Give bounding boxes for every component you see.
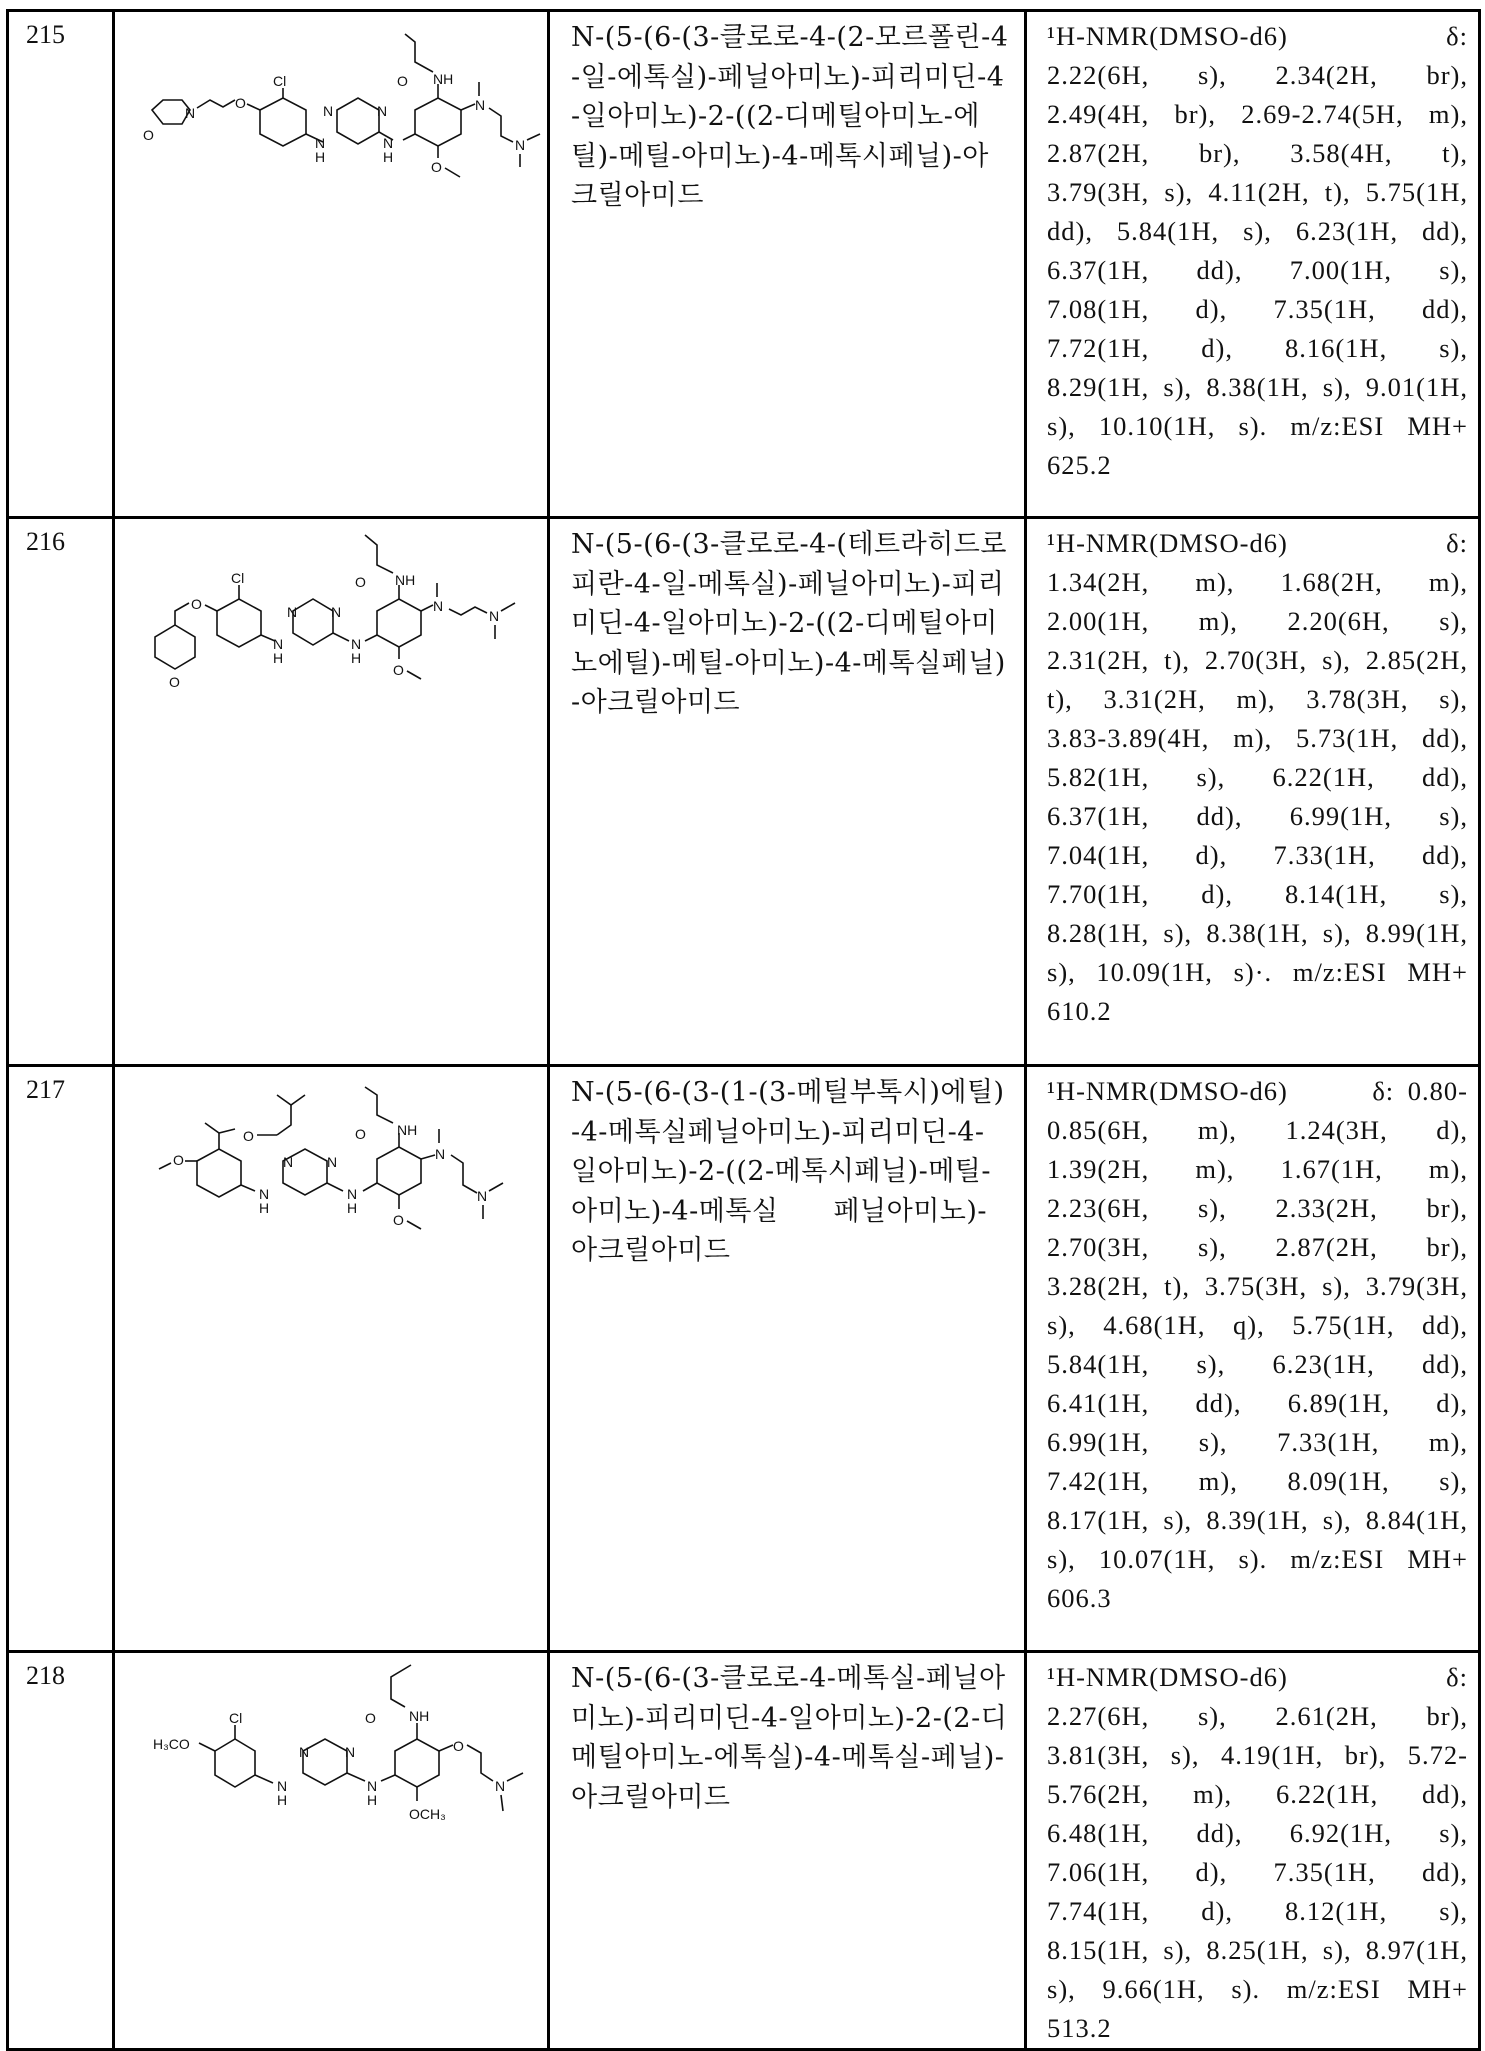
- structure-label: N: [283, 1154, 294, 1170]
- structure-label: O: [355, 1126, 366, 1142]
- structure-label: H: [315, 149, 326, 165]
- table-row: [8, 1066, 1480, 1652]
- structure-label: N: [345, 1744, 356, 1760]
- table-row: [8, 1652, 1480, 2050]
- structure-label: N: [367, 1778, 378, 1794]
- nmr-delta-label: δ: 0.80-: [1372, 1076, 1468, 1106]
- structure-label: N: [495, 1778, 506, 1794]
- compound-number: 218: [26, 1661, 65, 1690]
- structure-label: O: [143, 127, 154, 143]
- structure-label: N: [347, 1186, 358, 1202]
- nmr-method: ¹H-NMR(DMSO-d6): [1047, 21, 1288, 51]
- structure-label: O: [235, 95, 246, 111]
- structure-cell: [114, 1066, 549, 1652]
- structure-label: N: [259, 1186, 270, 1202]
- compound-name-cell: [549, 1652, 1026, 2050]
- structure-label: H: [367, 1792, 378, 1808]
- structure-label: N: [327, 1154, 338, 1170]
- structure-label: N: [299, 1744, 310, 1760]
- structure-label: NH: [409, 1708, 430, 1724]
- nmr-peaks: 2.27(6H, s), 2.61(2H, br), 3.81(3H, s), 4.19(1H, br), 5.72-5.76(2H, m), 6.22(1H, dd), 6.48(1H, dd), 6.92(1H, s), 7.06(1H, d), 7.35(1H, dd), 7.74(1H, d), 8.12(1H, s), 8.15(1H, s), 8.25(1H, s), 8.97(1H, s), 9.66(1H, s). m/z:ESI MH+ 513.2: [1047, 1701, 1468, 2043]
- structure-label: O: [243, 1128, 254, 1144]
- structure-label: O: [397, 73, 408, 89]
- table-row: [8, 518, 1480, 1066]
- structure-label: N: [433, 598, 444, 614]
- structure-label: H: [277, 1792, 288, 1808]
- nmr-data: [1027, 12, 1478, 485]
- structure-label: N: [515, 137, 526, 153]
- table-row: [8, 11, 1480, 518]
- structure-label: N: [323, 103, 334, 119]
- structure-label: O: [393, 1212, 404, 1228]
- nmr-delta-label: δ:: [1446, 21, 1468, 51]
- structure-label: NH: [395, 572, 416, 588]
- compound-number-cell: [8, 11, 114, 518]
- structure-label: O: [393, 662, 404, 678]
- structure-cell: [114, 518, 549, 1066]
- nmr-peaks: 1.34(2H, m), 1.68(2H, m), 2.00(1H, m), 2.20(6H, s), 2.31(2H, t), 2.70(3H, s), 2.85(2H, t), 3.31(2H, m), 3.78(3H, s), 3.83-3.89(4H, m), 5.73(1H, dd), 5.82(1H, s), 6.22(1H, dd), 6.37(1H, dd), 6.99(1H, s), 7.04(1H, d), 7.33(1H, dd), 7.70(1H, d), 8.14(1H, s), 8.28(1H, s), 8.38(1H, s), 8.99(1H, s), 10.09(1H, s)·. m/z:ESI MH+ 610.2: [1047, 567, 1468, 1026]
- nmr-peaks: 0.85(6H, m), 1.24(3H, d), 1.39(2H, m), 1.67(1H, m), 2.23(6H, s), 2.33(2H, br), 2.70(3H, s), 2.87(2H, br), 3.28(2H, t), 3.75(3H, s), 3.79(3H, s), 4.68(1H, q), 5.75(1H, dd), 5.84(1H, s), 6.23(1H, dd), 6.41(1H, dd), 6.89(1H, d), 6.99(1H, s), 7.33(1H, m), 7.42(1H, m), 8.09(1H, s), 8.17(1H, s), 8.39(1H, s), 8.84(1H, s), 10.07(1H, s). m/z:ESI MH+ 606.3: [1047, 1115, 1468, 1613]
- structure-label: H: [347, 1200, 358, 1216]
- compound-number-cell: [8, 518, 114, 1066]
- nmr-data-cell: [1026, 518, 1480, 1066]
- compound-name-cell: [549, 518, 1026, 1066]
- structure-label: H: [351, 650, 362, 666]
- structure-label: N: [331, 604, 342, 620]
- compound-number-cell: [8, 1066, 114, 1652]
- structure-label: N: [185, 105, 196, 121]
- compound-number: 216: [26, 527, 65, 556]
- structure-label: H: [273, 650, 284, 666]
- nmr-data-cell: [1026, 11, 1480, 518]
- compound-name-cell: [549, 1066, 1026, 1652]
- chemical-structure-image: [115, 1653, 550, 1833]
- structure-label: N: [377, 103, 388, 119]
- compound-name: N-(5-(6-(3-(1-(3-메틸부톡시)에틸)-4-메톡실페닐아미노)-피리미딘-4-일아미노)-2-((2-메톡시페닐)-메틸-아미노)-4-메톡실 페닐아미노)-아크릴아미드: [571, 1077, 1005, 1266]
- structure-label: N: [287, 604, 298, 620]
- compound-table: [6, 9, 1481, 2051]
- structure-cell: [114, 1652, 549, 2050]
- structure-label: H: [259, 1200, 270, 1216]
- chemical-structure-image: [115, 12, 550, 192]
- structure-label: N: [435, 1146, 446, 1162]
- structure-label: O: [431, 159, 442, 175]
- nmr-delta-label: δ:: [1446, 528, 1468, 558]
- structure-label: O: [169, 674, 180, 690]
- compound-number: 215: [26, 20, 65, 49]
- structure-cell: [114, 11, 549, 518]
- nmr-method: ¹H-NMR(DMSO-d6): [1047, 1662, 1288, 1692]
- structure-label: N: [489, 608, 500, 624]
- compound-name: N-(5-(6-(3-클로로-4-(2-모르폴린-4-일-에톡실)-페닐아미노)-피리미딘-4-일아미노)-2-((2-디메틸아미노-에틸)-메틸-아미노)-4-메톡시페닐)-아크릴아미드: [571, 22, 1009, 211]
- structure-label: H: [383, 149, 394, 165]
- nmr-data: [1027, 1067, 1478, 1618]
- compound-name: N-(5-(6-(3-클로로-4-메톡실-페닐아미노)-피리미딘-4-일아미노)-2-(2-디메틸아미노-에톡실)-4-메톡실-페닐)-아크릴아미드: [571, 1663, 1008, 1813]
- structure-label: Cl: [231, 570, 245, 586]
- nmr-data: [1027, 1653, 1478, 2048]
- compound-name-cell: [549, 11, 1026, 518]
- compound-name: N-(5-(6-(3-클로로-4-(테트라히드로피란-4-일-메톡실)-페닐아미노)-피리미딘-4-일아미노)-2-((2-디메틸아미노에틸)-메틸-아미노)-4-메톡실페닐)-아크릴아미드: [571, 529, 1007, 718]
- structure-label: NH: [397, 1122, 418, 1138]
- nmr-data-cell: [1026, 1652, 1480, 2050]
- structure-label: O: [355, 574, 366, 590]
- nmr-delta-label: δ:: [1446, 1662, 1468, 1692]
- structure-label: NH: [433, 71, 454, 87]
- structure-label: OCH₃: [409, 1806, 446, 1822]
- structure-label: N: [475, 97, 486, 113]
- chemical-structure-image: [115, 519, 550, 699]
- nmr-data: [1027, 519, 1478, 1031]
- nmr-method: ¹H-NMR(DMSO-d6): [1047, 528, 1288, 558]
- structure-label: O: [173, 1152, 184, 1168]
- structure-label: O: [453, 1738, 464, 1754]
- structure-label: Cl: [229, 1710, 243, 1726]
- nmr-peaks: 2.22(6H, s), 2.34(2H, br), 2.49(4H, br), 2.69-2.74(5H, m), 2.87(2H, br), 3.58(4H, t), 3.79(3H, s), 4.11(2H, t), 5.75(1H, dd), 5.84(1H, s), 6.23(1H, dd), 6.37(1H, dd), 7.00(1H, s), 7.08(1H, d), 7.35(1H, dd), 7.72(1H, d), 8.16(1H, s), 8.29(1H, s), 8.38(1H, s), 9.01(1H, s), 10.10(1H, s). m/z:ESI MH+ 625.2: [1047, 60, 1468, 480]
- structure-label: N: [315, 135, 326, 151]
- structure-label: O: [365, 1710, 376, 1726]
- compound-number: 217: [26, 1075, 65, 1104]
- compound-number-cell: [8, 1652, 114, 2050]
- structure-label: H₃CO: [153, 1736, 190, 1752]
- nmr-method: ¹H-NMR(DMSO-d6): [1047, 1076, 1288, 1106]
- structure-label: N: [273, 636, 284, 652]
- structure-label: N: [477, 1188, 488, 1204]
- structure-label: Cl: [273, 73, 287, 89]
- structure-label: N: [383, 135, 394, 151]
- nmr-data-cell: [1026, 1066, 1480, 1652]
- structure-label: N: [351, 636, 362, 652]
- structure-label: N: [277, 1778, 288, 1794]
- structure-label: O: [191, 596, 202, 612]
- chemical-structure-image: [115, 1067, 550, 1267]
